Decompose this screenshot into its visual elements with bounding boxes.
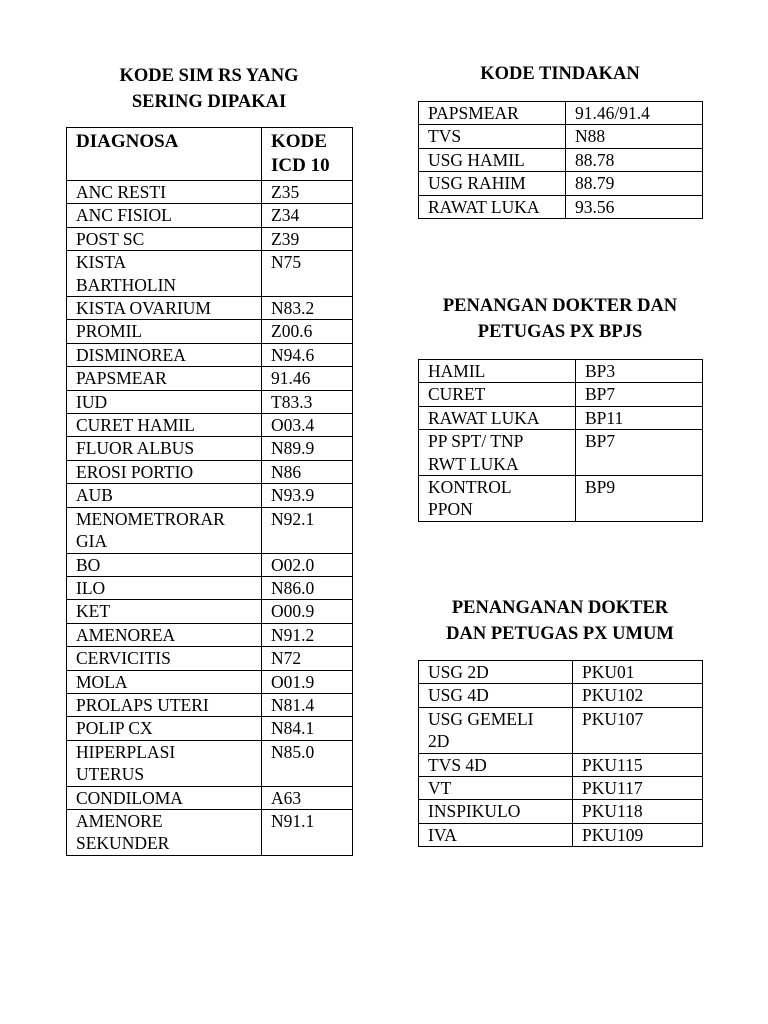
table-row: [67, 437, 353, 460]
row-code-cell: PKU102: [573, 684, 703, 707]
row-label-line: HIPERPLASI: [76, 741, 176, 762]
row-code-cell: N84.1: [262, 717, 353, 740]
row-label-cell: [67, 623, 262, 646]
row-label-cell: [67, 227, 262, 250]
row-label-line: KET: [76, 601, 111, 622]
row-code-cell: 88.78: [566, 148, 703, 171]
row-label-line: KONTROL: [428, 477, 512, 498]
row-label-line: PROLAPS UTERI: [76, 694, 209, 715]
row-label-cell: [419, 148, 566, 171]
row-label-cell: [67, 204, 262, 227]
table-row: [419, 823, 703, 846]
row-label-line: PROMIL: [76, 321, 143, 342]
table-row: [67, 484, 353, 507]
row-label-cell: [419, 800, 573, 823]
table-row: [419, 707, 703, 753]
row-label-line: USG RAHIM: [428, 173, 526, 194]
table-row: [419, 406, 703, 429]
row-label-cell: [67, 786, 262, 809]
row-label-cell: [67, 460, 262, 483]
row-label-line: RWT LUKA: [428, 453, 519, 474]
row-code-cell: BP3: [576, 360, 703, 383]
row-code-cell: PKU117: [573, 777, 703, 800]
table-row: [419, 102, 703, 125]
umum-section-title: [412, 595, 708, 647]
row-label-cell: [419, 661, 573, 684]
icd-title-line-2: SERING DIPAKAI: [131, 92, 287, 112]
row-label-line: HAMIL: [428, 361, 486, 381]
row-label-line: ANC RESTI: [76, 182, 166, 202]
row-code-cell: N85.0: [262, 740, 353, 786]
umum-title-line-2: DAN PETUGAS PX UMUM: [446, 624, 674, 644]
row-label-cell: [67, 507, 262, 553]
row-label-line: FLUOR ALBUS: [76, 438, 195, 459]
table-row: [419, 195, 703, 218]
row-label-line: AUB: [76, 485, 113, 506]
row-code-cell: O02.0: [262, 553, 353, 576]
bpjs-title-line-2: PETUGAS PX BPJS: [477, 322, 643, 342]
icd-title-line-1: KODE SIM RS YANG: [119, 66, 299, 86]
bpjs-table-body: [419, 360, 703, 522]
row-label-cell: [419, 360, 576, 383]
umum-table-body: [419, 661, 703, 847]
table-row: [67, 390, 353, 413]
row-label-line: USG 2D: [428, 662, 489, 682]
row-label-cell: [419, 777, 573, 800]
row-code-cell: O00.9: [262, 600, 353, 623]
bpjs-title-line-1: PENANGAN DOKTER DAN: [442, 296, 678, 316]
row-label-line: AMENORE: [76, 810, 163, 831]
row-label-line: MOLA: [76, 671, 128, 692]
table-row: [67, 623, 353, 646]
row-code-cell: N86: [262, 460, 353, 483]
row-code-cell: N75: [262, 251, 353, 297]
row-code-cell: BP7: [576, 383, 703, 406]
row-label-line: PAPSMEAR: [428, 103, 519, 123]
row-label-cell: [67, 553, 262, 576]
row-label-cell: [419, 195, 566, 218]
row-code-cell: 93.56: [566, 195, 703, 218]
row-label-line: BO: [76, 554, 101, 575]
table-row: [67, 251, 353, 297]
row-label-line: MENOMETRORAR: [76, 508, 225, 529]
row-label-line: IUD: [76, 391, 108, 412]
kode-header-line-2: ICD 10: [271, 155, 330, 176]
row-code-cell: PKU107: [573, 707, 703, 753]
umum-title-line-1: PENANGANAN DOKTER: [451, 598, 669, 618]
table-row: [419, 800, 703, 823]
row-label-cell: [419, 406, 576, 429]
tindakan-section-title: KODE TINDAKAN: [480, 64, 640, 84]
row-code-cell: N91.2: [262, 623, 353, 646]
row-label-cell: [67, 576, 262, 599]
row-label-line: ANC FISIOL: [76, 205, 172, 226]
row-label-line: TVS 4D: [428, 754, 487, 775]
row-label-line: IVA: [428, 824, 457, 845]
row-code-cell: N93.9: [262, 484, 353, 507]
row-label-line: GIA: [76, 531, 108, 552]
row-label-line: PPON: [428, 499, 473, 520]
table-row: [67, 553, 353, 576]
row-label-line: CURET HAMIL: [76, 415, 195, 436]
row-code-cell: 88.79: [566, 172, 703, 195]
bpjs-code-table: [418, 359, 703, 522]
row-code-cell: Z35: [262, 181, 353, 204]
row-label-cell: [67, 740, 262, 786]
bpjs-section-title: [412, 293, 708, 345]
row-label-line: RAWAT LUKA: [428, 196, 540, 217]
row-label-line: VT: [428, 778, 452, 799]
table-row: [419, 360, 703, 383]
row-label-line: SEKUNDER: [76, 833, 170, 854]
icd-table-body: [67, 181, 353, 856]
row-label-cell: [67, 251, 262, 297]
row-label-line: 2D: [428, 731, 450, 752]
row-label-cell: [67, 717, 262, 740]
row-code-cell: N86.0: [262, 576, 353, 599]
table-row: [67, 670, 353, 693]
table-row: [67, 576, 353, 599]
row-label-line: UTERUS: [76, 764, 145, 785]
row-code-cell: 91.46/91.4: [566, 102, 703, 125]
row-code-cell: Z39: [262, 227, 353, 250]
table-row: [419, 430, 703, 476]
row-label-cell: [419, 823, 573, 846]
row-label-cell: [419, 383, 576, 406]
table-row: [419, 125, 703, 148]
table-row: [67, 507, 353, 553]
row-label-line: KISTA: [76, 252, 127, 273]
table-row: [419, 777, 703, 800]
table-row: [67, 227, 353, 250]
row-label-line: DISMINOREA: [76, 344, 186, 365]
row-code-cell: N72: [262, 647, 353, 670]
row-label-cell: [419, 430, 576, 476]
row-code-cell: N88: [566, 125, 703, 148]
row-code-cell: N94.6: [262, 343, 353, 366]
row-code-cell: BP9: [576, 476, 703, 522]
table-row: [67, 204, 353, 227]
row-code-cell: O01.9: [262, 670, 353, 693]
table-row: [67, 367, 353, 390]
kode-header-line-1: KODE: [271, 131, 327, 152]
row-label-line: RAWAT LUKA: [428, 407, 540, 428]
table-row: [67, 460, 353, 483]
umum-code-table: [418, 660, 703, 847]
row-label-cell: [67, 437, 262, 460]
table-row: [419, 661, 703, 684]
table-row: [419, 383, 703, 406]
row-code-cell: PKU115: [573, 753, 703, 776]
row-label-cell: [419, 476, 576, 522]
row-label-line: POLIP CX: [76, 718, 153, 739]
row-label-cell: [67, 390, 262, 413]
row-label-cell: [67, 670, 262, 693]
row-label-cell: [419, 172, 566, 195]
table-row: [67, 414, 353, 437]
row-code-cell: N89.9: [262, 437, 353, 460]
table-row: [67, 320, 353, 343]
row-label-line: USG HAMIL: [428, 149, 525, 170]
table-row: [419, 148, 703, 171]
table-row: [67, 717, 353, 740]
icd-code-table: [66, 127, 353, 856]
row-label-line: AMENOREA: [76, 624, 176, 645]
table-row: [67, 600, 353, 623]
row-label-cell: [67, 181, 262, 204]
row-code-cell: Z34: [262, 204, 353, 227]
table-row: [67, 647, 353, 670]
row-label-line: POST SC: [76, 228, 145, 249]
table-row: [67, 740, 353, 786]
table-row: [67, 181, 353, 204]
row-code-cell: N83.2: [262, 297, 353, 320]
row-label-cell: [67, 297, 262, 320]
row-label-cell: [67, 414, 262, 437]
row-code-cell: BP7: [576, 430, 703, 476]
row-label-cell: [67, 809, 262, 855]
row-code-cell: PKU118: [573, 800, 703, 823]
tindakan-code-table: [418, 101, 703, 219]
row-label-cell: [419, 125, 566, 148]
row-label-line: KISTA OVARIUM: [76, 298, 211, 319]
table-row: [67, 786, 353, 809]
row-label-cell: [67, 647, 262, 670]
icd-table-header-row: [67, 128, 353, 181]
row-label-cell: [67, 484, 262, 507]
row-label-line: PAPSMEAR: [76, 368, 167, 389]
row-code-cell: PKU109: [573, 823, 703, 846]
row-label-line: CONDILOMA: [76, 787, 183, 808]
row-code-cell: O03.4: [262, 414, 353, 437]
table-row: [419, 753, 703, 776]
row-label-cell: [67, 693, 262, 716]
row-label-line: ILO: [76, 577, 106, 598]
table-row: [419, 476, 703, 522]
row-code-cell: Z00.6: [262, 320, 353, 343]
row-label-line: BARTHOLIN: [76, 274, 177, 295]
row-label-line: CERVICITIS: [76, 648, 171, 669]
table-row: [67, 297, 353, 320]
diagnosa-column-header: DIAGNOSA: [67, 128, 262, 181]
tindakan-table-body: [419, 102, 703, 219]
table-row: [67, 343, 353, 366]
row-label-line: CURET: [428, 384, 486, 405]
row-code-cell: PKU01: [573, 661, 703, 684]
row-label-cell: [419, 684, 573, 707]
row-code-cell: N91.1: [262, 809, 353, 855]
row-label-cell: [419, 753, 573, 776]
row-label-line: USG 4D: [428, 685, 489, 706]
kode-icd-column-header: [262, 128, 353, 181]
icd-section-title: [66, 63, 352, 115]
table-row: [67, 809, 353, 855]
row-code-cell: T83.3: [262, 390, 353, 413]
row-label-line: EROSI PORTIO: [76, 461, 194, 482]
row-label-line: USG GEMELI: [428, 708, 534, 729]
row-label-cell: [67, 343, 262, 366]
row-code-cell: A63: [262, 786, 353, 809]
row-label-cell: [419, 707, 573, 753]
row-code-cell: N81.4: [262, 693, 353, 716]
table-row: [419, 172, 703, 195]
row-label-cell: [67, 600, 262, 623]
row-code-cell: 91.46: [262, 367, 353, 390]
table-row: [67, 693, 353, 716]
row-label-line: INSPIKULO: [428, 801, 521, 822]
row-label-line: PP SPT/ TNP: [428, 431, 524, 452]
row-code-cell: BP11: [576, 406, 703, 429]
row-label-cell: [67, 367, 262, 390]
row-code-cell: N92.1: [262, 507, 353, 553]
table-row: [419, 684, 703, 707]
row-label-cell: [67, 320, 262, 343]
row-label-line: TVS: [428, 126, 462, 147]
row-label-cell: [419, 102, 566, 125]
